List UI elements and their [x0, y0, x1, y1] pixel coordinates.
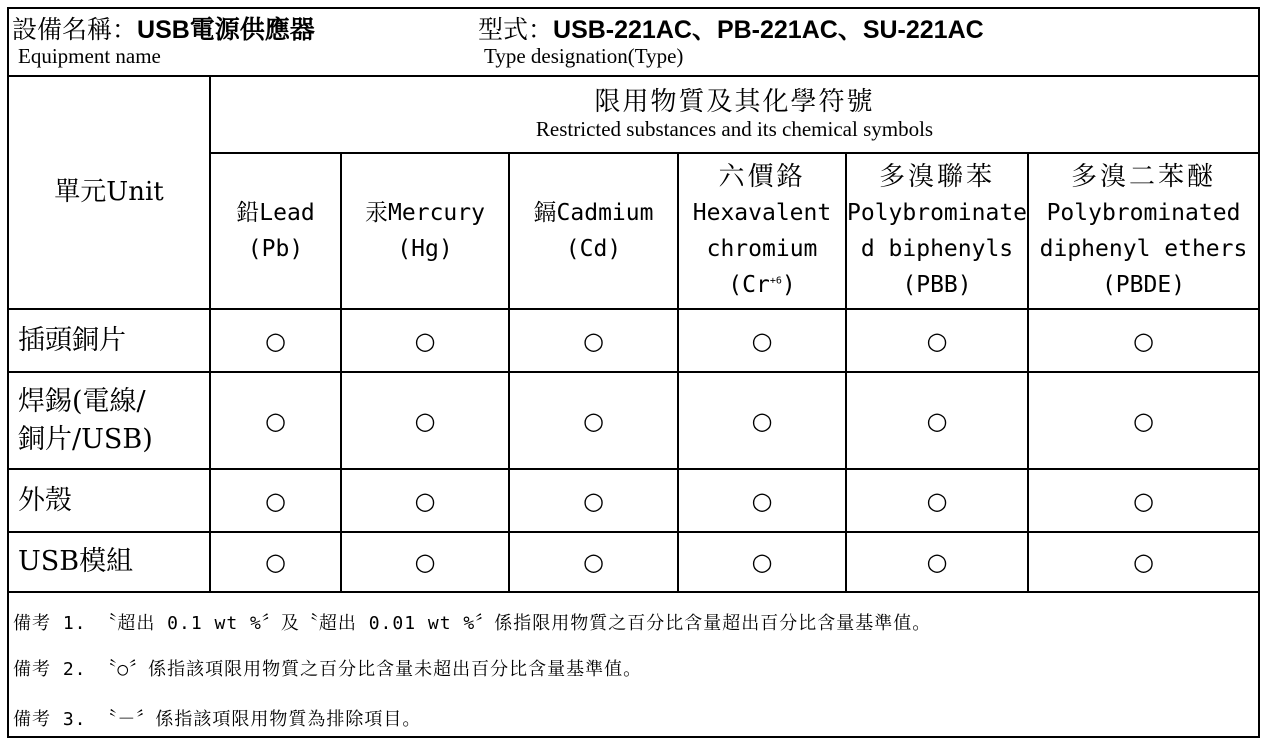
compliance-mark: ○: [414, 486, 436, 515]
mark-cell: [1028, 372, 1258, 469]
mark-cell: [509, 532, 678, 592]
remark-3: 備考 3. 〝－〞係指該項限用物質為排除項目。: [13, 709, 422, 730]
document-header: [9, 9, 1258, 77]
mark-cell: [678, 469, 846, 532]
unit-header-label: 單元Unit: [54, 176, 164, 207]
substance-symbol: (Cd): [565, 236, 622, 262]
substance-chinese-name: 多溴聯苯: [878, 162, 995, 192]
mark-cell: [341, 309, 509, 372]
compliance-mark: ○: [583, 326, 604, 355]
substance-name: Hexavalent: [692, 200, 832, 226]
restricted-substances-title: 限用物質及其化學符號: [594, 86, 875, 117]
mark-cell: [846, 372, 1028, 469]
compliance-mark: ○: [751, 326, 773, 355]
compliance-mark: ○: [414, 548, 436, 576]
remark-1: 備考 1. 〝超出 0.1 wt %〞及〝超出 0.01 wt %〞係指限用物質之百分比含量超出百分比含量基準值。: [13, 613, 932, 634]
part-name-cont: 銅片/USB): [18, 423, 153, 455]
part-name: USB模組: [18, 546, 134, 577]
mark-cell: [210, 532, 341, 592]
mark-cell: [210, 309, 341, 372]
mark-cell: [341, 372, 509, 469]
compliance-mark: ○: [414, 406, 436, 435]
compliance-mark: ○: [926, 406, 948, 435]
table-row: [9, 372, 1258, 469]
compliance-mark: ○: [414, 326, 436, 355]
mark-cell: [341, 532, 509, 592]
substance-header-pbb: [846, 153, 1028, 309]
compliance-mark: ○: [751, 406, 773, 435]
compliance-mark: ○: [1133, 486, 1154, 515]
compliance-mark: ○: [1133, 326, 1154, 355]
compliance-mark: ○: [926, 326, 948, 355]
part-name-cell: [9, 532, 210, 592]
restricted-substances-subtitle: Restricted substances and its chemical symbols: [535, 116, 934, 141]
table-row: [9, 309, 1258, 372]
substance-name-cont: diphenyl ethers: [1039, 236, 1248, 262]
restricted-substances-header: [210, 75, 1258, 153]
type-designation-english: Type designation(Type): [484, 44, 684, 68]
substance-name-cont: chromium: [706, 236, 818, 262]
mark-cell: [1028, 469, 1258, 532]
mark-cell: [509, 309, 678, 372]
substance-chinese-name: 六價鉻: [718, 162, 806, 192]
symbol-superscript: +6: [769, 275, 782, 287]
substance-symbol: (PBDE): [1101, 272, 1186, 298]
compliance-mark: ○: [926, 486, 948, 515]
substance-name: 汞Mercury: [365, 200, 485, 226]
substance-header-hexavalent-chromium: [678, 153, 846, 309]
mark-cell: [509, 469, 678, 532]
substance-header-cadmium: [509, 153, 678, 309]
part-name-cell: [9, 469, 210, 532]
table-row: [9, 469, 1258, 532]
compliance-mark: ○: [265, 486, 286, 515]
equipment-name-block: [12, 15, 315, 67]
mark-cell: [1028, 532, 1258, 592]
compliance-mark: ○: [265, 548, 286, 576]
mark-cell: [509, 372, 678, 469]
substance-name-cont: d biphenyls: [860, 236, 1014, 262]
type-designation-label: 型式：: [478, 15, 554, 44]
remark-2: 備考 2. 〝○〞係指該項限用物質之百分比含量未超出百分比含量基準值。: [13, 659, 643, 680]
compliance-mark: ○: [1133, 548, 1154, 576]
unit-header-cell: [9, 75, 210, 309]
restricted-substances-table: [9, 75, 1258, 593]
compliance-mark: ○: [751, 548, 773, 576]
substance-header-mercury: [341, 153, 509, 309]
mark-cell: [678, 309, 846, 372]
substance-name: 鎘Cadmium: [533, 200, 654, 226]
mark-cell: [678, 532, 846, 592]
substance-name: Polybrominate: [847, 200, 1028, 226]
substance-symbol: (Hg): [397, 236, 453, 262]
substance-symbol: [679, 267, 845, 303]
mark-cell: [846, 309, 1028, 372]
part-name: 焊錫(電線/: [18, 385, 146, 417]
mark-cell: [341, 469, 509, 532]
rohs-declaration-document: [7, 7, 1260, 738]
part-name-cell: [9, 372, 210, 469]
part-name: 外殼: [18, 484, 72, 516]
equipment-name-value: USB電源供應器: [137, 16, 315, 44]
substance-header-lead: [210, 153, 341, 309]
mark-cell: [210, 469, 341, 532]
compliance-mark: ○: [1133, 406, 1154, 435]
substance-symbol: (Pb): [247, 236, 304, 262]
table-row: [9, 532, 1258, 592]
part-name-cell: [9, 309, 210, 372]
compliance-mark: ○: [583, 486, 604, 515]
equipment-name-label: 設備名稱：: [12, 15, 138, 44]
equipment-name-english: Equipment name: [18, 44, 161, 68]
compliance-mark: ○: [751, 486, 773, 515]
symbol-close: ): [781, 272, 796, 298]
symbol-text: (Cr: [728, 272, 770, 298]
mark-cell: [846, 469, 1028, 532]
compliance-mark: ○: [583, 548, 604, 576]
mark-cell: [1028, 309, 1258, 372]
substance-chinese-name: 多溴二苯醚: [1071, 162, 1217, 192]
substance-name: 鉛Lead: [236, 200, 315, 226]
compliance-mark: ○: [265, 406, 286, 435]
substance-name: Polybrominated: [1046, 200, 1241, 226]
type-designation-block: [478, 15, 984, 67]
compliance-mark: ○: [926, 548, 948, 576]
substance-header-pbde: [1028, 153, 1258, 309]
mark-cell: [846, 532, 1028, 592]
compliance-mark: ○: [583, 406, 604, 435]
mark-cell: [678, 372, 846, 469]
compliance-mark: ○: [265, 326, 286, 355]
part-name: 插頭銅片: [18, 324, 126, 356]
type-designation-value: USB-221AC、PB-221AC、SU-221AC: [553, 16, 984, 44]
substance-symbol: (PBB): [902, 272, 972, 298]
mark-cell: [210, 372, 341, 469]
